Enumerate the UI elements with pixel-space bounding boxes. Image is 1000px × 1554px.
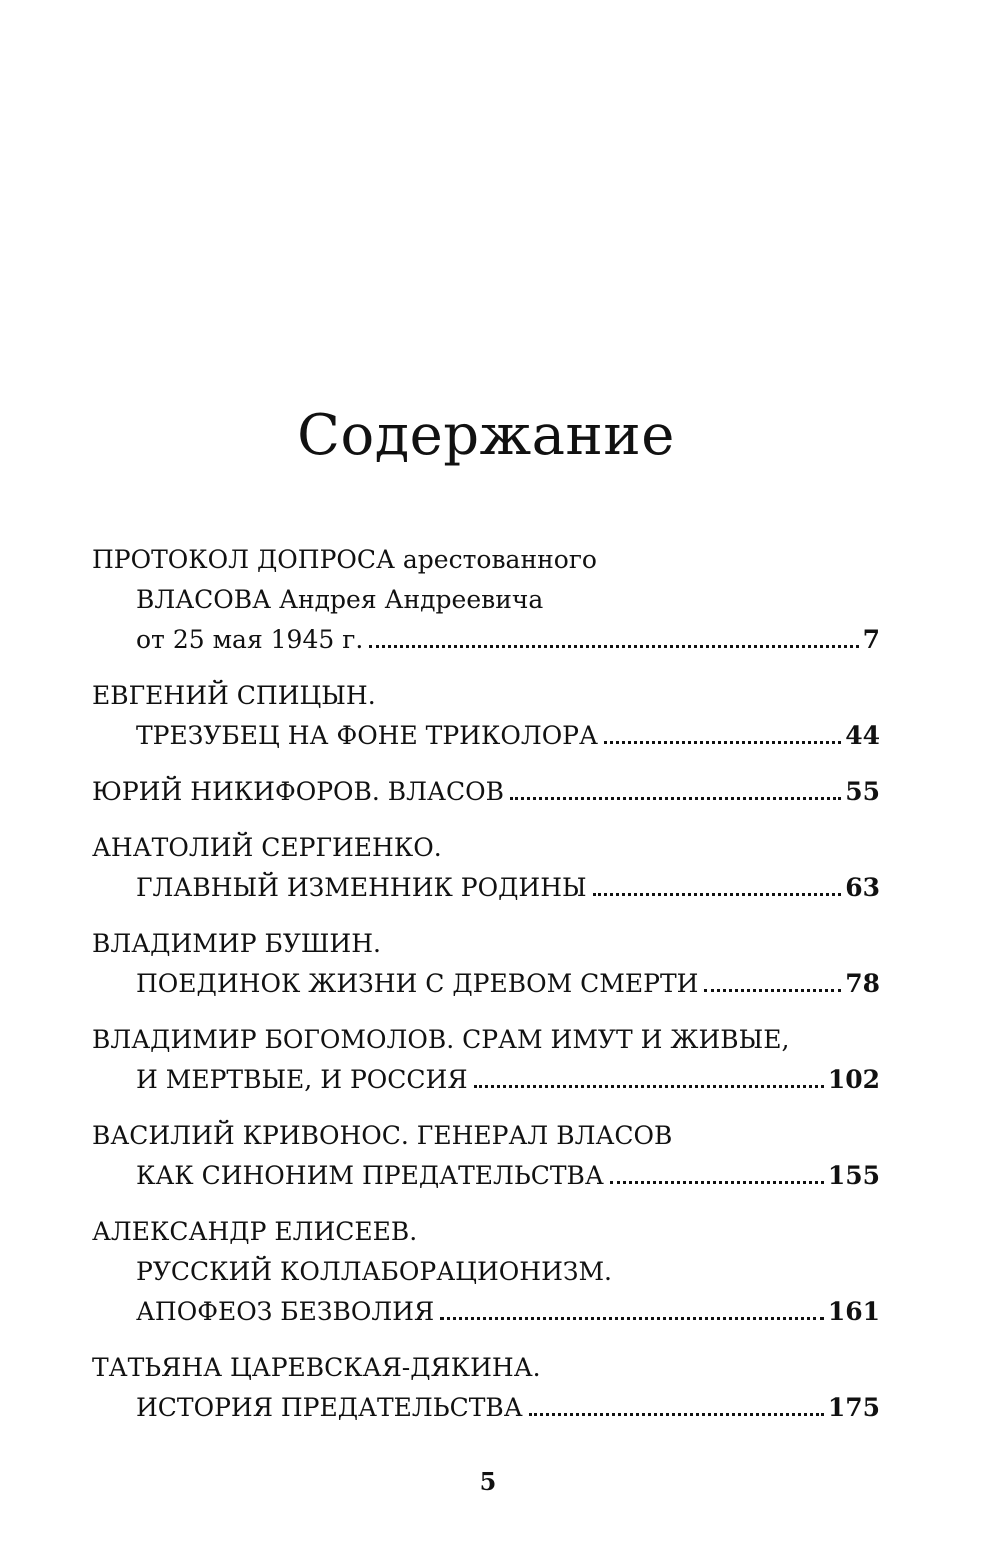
toc-entry-title-line: РУССКИЙ КОЛЛАБОРАЦИОНИЗМ. — [136, 1257, 612, 1286]
toc-entry-final-line — [92, 1388, 880, 1428]
toc-entry-final-line — [92, 620, 880, 660]
toc-entry-title-line: ЕВГЕНИЙ СПИЦЫН. — [92, 681, 376, 710]
toc-page-number: 161 — [827, 1297, 880, 1326]
toc-page-number: 78 — [845, 969, 880, 998]
dot-leader — [604, 740, 841, 744]
toc-page-number: 155 — [827, 1161, 880, 1190]
toc-entry-title-text: ИСТОРИЯ ПРЕДАТЕЛЬСТВА — [136, 1393, 523, 1422]
toc-entry[interactable] — [92, 772, 880, 812]
toc-entry[interactable] — [92, 1212, 880, 1332]
toc-entry[interactable] — [92, 1348, 880, 1428]
toc-page-number: 7 — [862, 625, 880, 654]
dot-leader — [474, 1084, 824, 1088]
toc-entry-title-line: ВЛАСОВА Андрея Андреевича — [136, 585, 544, 614]
toc-entry-final-line — [92, 868, 880, 908]
toc-entry-title-text: ПОЕДИНОК ЖИЗНИ С ДРЕВОМ СМЕРТИ — [136, 969, 699, 998]
toc-entry-title-text: ГЛАВНЫЙ ИЗМЕННИК РОДИНЫ — [136, 873, 587, 902]
toc-entry-final-line — [92, 716, 880, 756]
toc-page-number: 175 — [827, 1393, 880, 1422]
toc-entry-final-line — [92, 772, 880, 812]
toc-page-number: 55 — [845, 777, 880, 806]
toc-entry-title-text: ЮРИЙ НИКИФОРОВ. ВЛАСОВ — [92, 777, 504, 806]
toc-entry-final-line — [92, 964, 880, 1004]
dot-leader — [704, 988, 841, 992]
toc-entry-title-line: ВАСИЛИЙ КРИВОНОС. ГЕНЕРАЛ ВЛАСОВ — [92, 1121, 673, 1150]
toc-entry-title-line: АЛЕКСАНДР ЕЛИСЕЕВ. — [92, 1217, 418, 1246]
toc-entry-title-line: АНАТОЛИЙ СЕРГИЕНКО. — [92, 833, 442, 862]
dot-leader — [529, 1412, 824, 1416]
toc-entry[interactable] — [92, 1020, 880, 1100]
toc-entry-title-line: ПРОТОКОЛ ДОПРОСА арестованного — [92, 545, 597, 574]
page-number: 5 — [479, 1467, 497, 1496]
toc-page-number: 102 — [827, 1065, 880, 1094]
toc-entry-title-text: КАК СИНОНИМ ПРЕДАТЕЛЬСТВА — [136, 1161, 604, 1190]
dot-leader — [369, 644, 858, 648]
toc-entry-title-line: ВЛАДИМИР БОГОМОЛОВ. СРАМ ИМУТ И ЖИВЫЕ, — [92, 1025, 790, 1054]
toc-page-number: 63 — [845, 873, 880, 902]
toc-entry[interactable] — [92, 828, 880, 908]
toc-entry-title-line: ТАТЬЯНА ЦАРЕВСКАЯ-ДЯКИНА. — [92, 1353, 541, 1382]
toc-entry[interactable] — [92, 540, 880, 660]
dot-leader — [610, 1180, 824, 1184]
dot-leader — [440, 1316, 824, 1320]
toc-entry-title-text: АПОФЕОЗ БЕЗВОЛИЯ — [136, 1297, 435, 1326]
table-of-contents — [92, 540, 880, 1444]
toc-page-number: 44 — [845, 721, 880, 750]
toc-entry-final-line — [92, 1060, 880, 1100]
toc-entry-final-line — [92, 1156, 880, 1196]
toc-entry[interactable] — [92, 1116, 880, 1196]
toc-entry-final-line — [92, 1292, 880, 1332]
dot-leader — [593, 892, 842, 896]
toc-entry[interactable] — [92, 924, 880, 1004]
toc-entry-title-text: ТРЕЗУБЕЦ НА ФОНЕ ТРИКОЛОРА — [136, 721, 598, 750]
toc-entry-title-text: от 25 мая 1945 г. — [136, 625, 364, 654]
toc-entry-title-text: И МЕРТВЫЕ, И РОССИЯ — [136, 1065, 468, 1094]
toc-entry-title-line: ВЛАДИМИР БУШИН. — [92, 929, 381, 958]
dot-leader — [510, 796, 841, 800]
toc-entry[interactable] — [92, 676, 880, 756]
page-title: Содержание — [297, 403, 675, 468]
